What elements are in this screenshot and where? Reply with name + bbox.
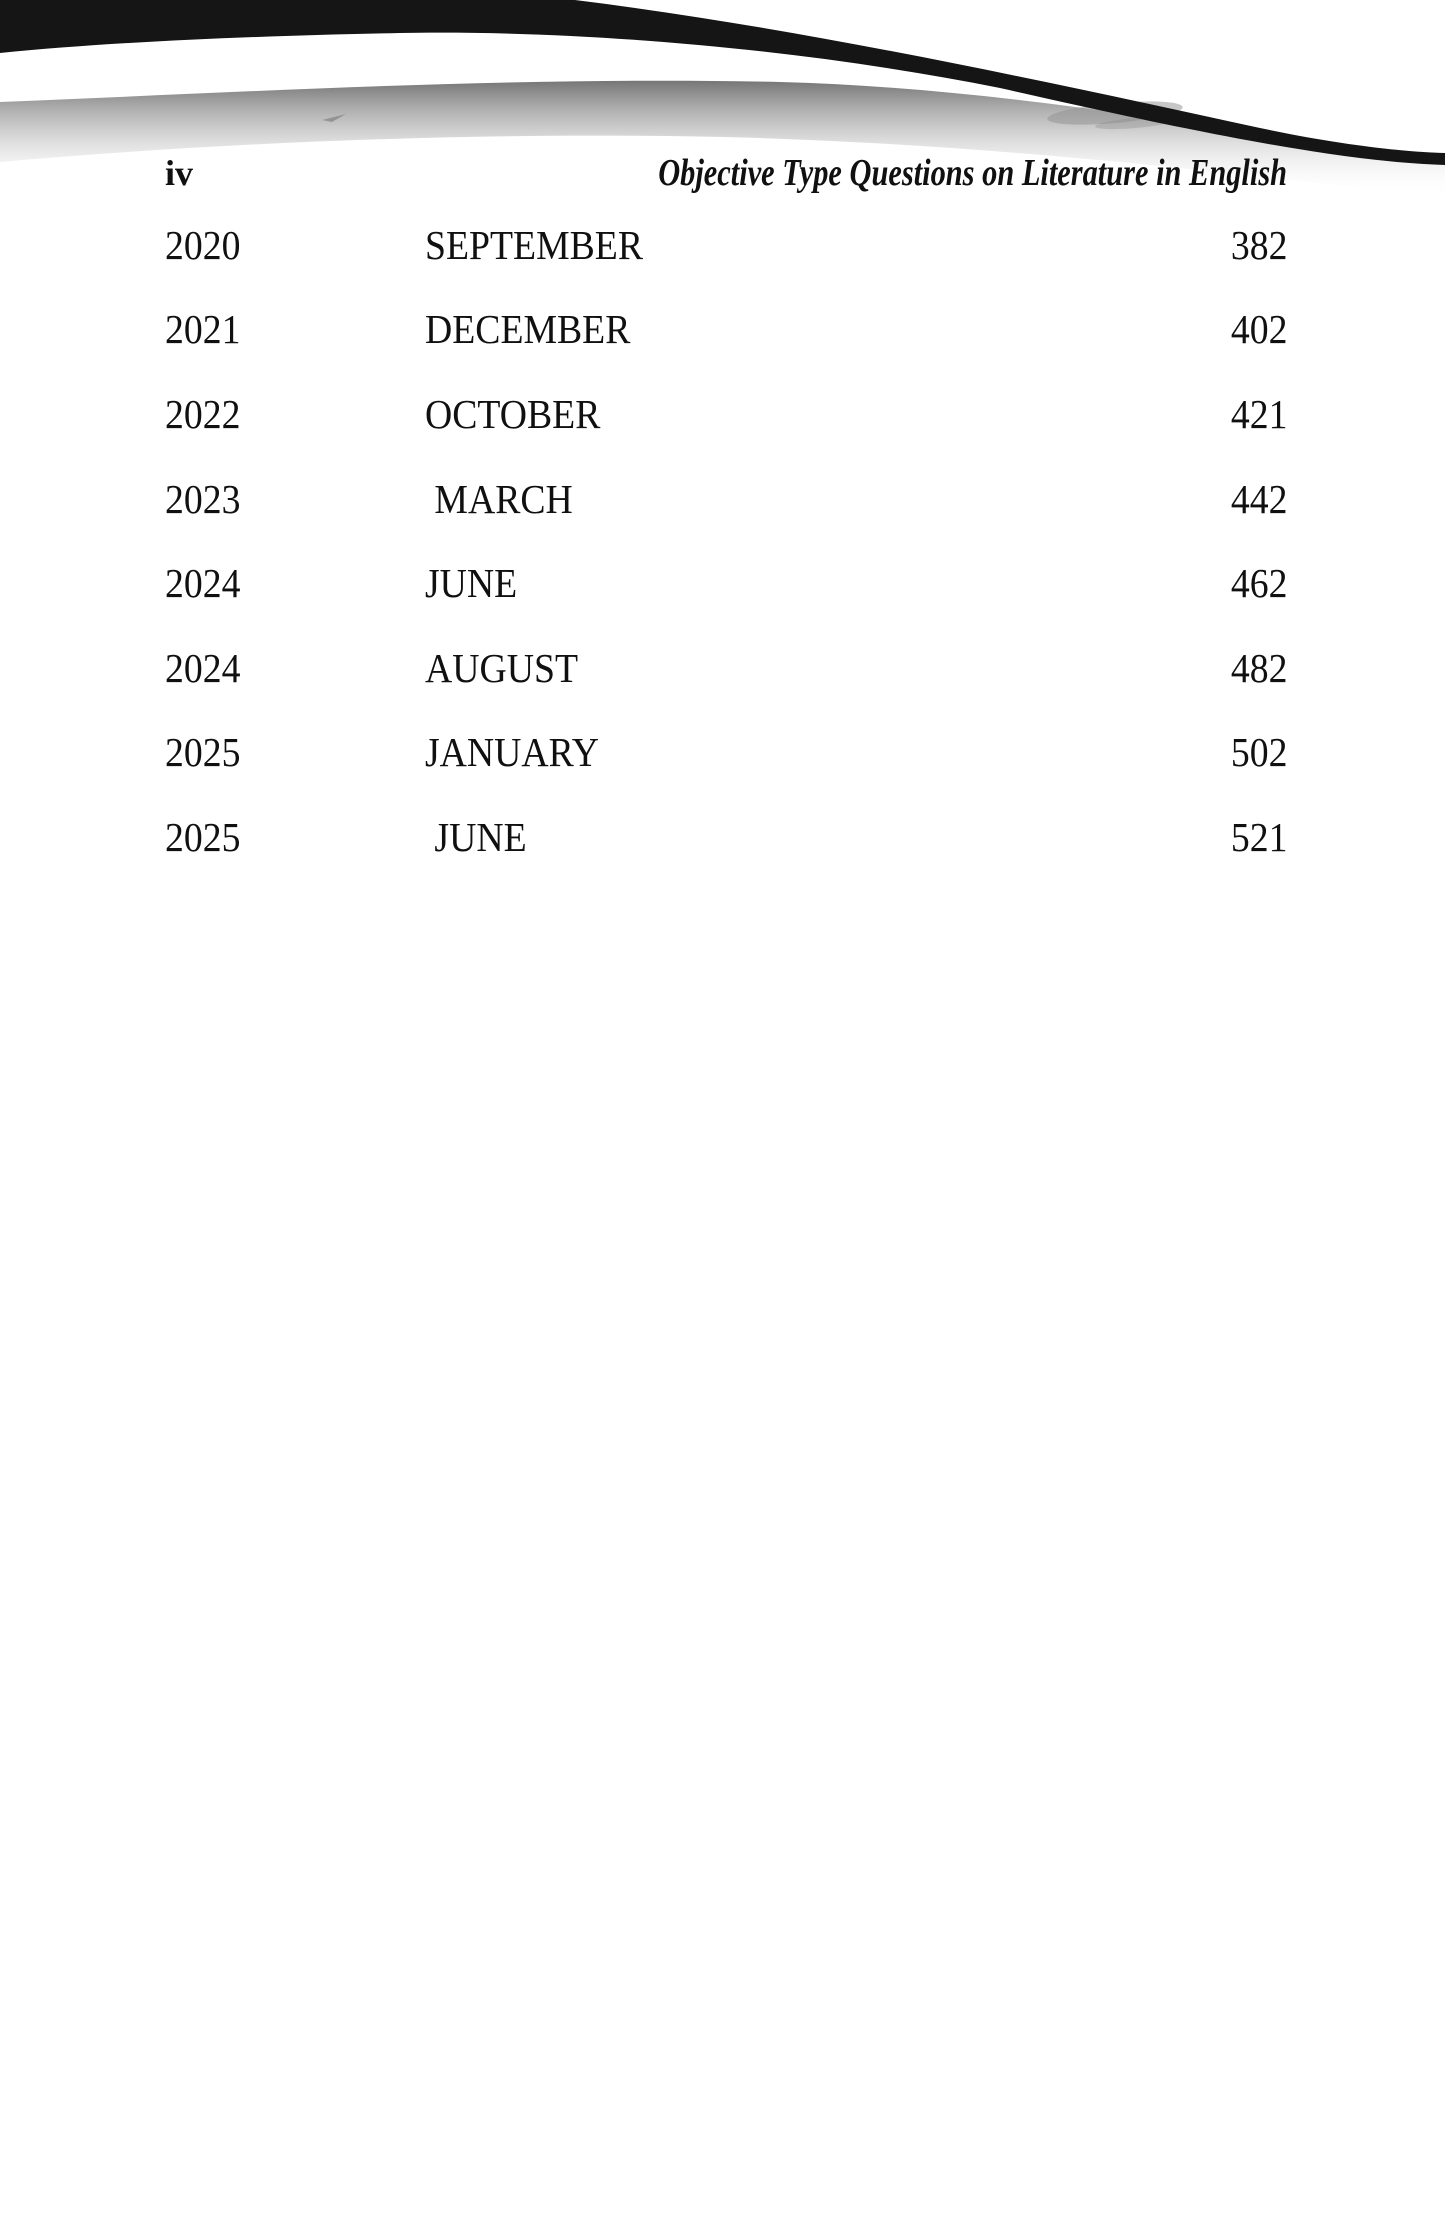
toc-page-number: 462 bbox=[1230, 560, 1287, 607]
toc-year: 2024 bbox=[165, 560, 241, 607]
toc-row bbox=[165, 711, 1287, 796]
toc-row bbox=[165, 795, 1287, 880]
toc-page-number: 502 bbox=[1230, 729, 1287, 776]
toc-row bbox=[165, 203, 1287, 288]
toc-page-number: 402 bbox=[1230, 306, 1287, 353]
toc-row bbox=[165, 457, 1287, 542]
toc-month: DECEMBER bbox=[425, 306, 631, 353]
toc-year: 2025 bbox=[165, 729, 241, 776]
toc-year: 2021 bbox=[165, 306, 241, 353]
toc-month: OCTOBER bbox=[425, 390, 601, 437]
toc-month: JANUARY bbox=[425, 729, 599, 776]
toc-row bbox=[165, 372, 1287, 457]
toc-month: AUGUST bbox=[425, 644, 578, 691]
toc-page-number: 421 bbox=[1230, 390, 1287, 437]
toc-year: 2024 bbox=[165, 644, 241, 691]
running-header bbox=[165, 154, 1287, 192]
toc-year: 2023 bbox=[165, 475, 241, 522]
toc-page-number: 382 bbox=[1230, 221, 1287, 268]
toc-row bbox=[165, 626, 1287, 711]
toc-year: 2025 bbox=[165, 813, 241, 860]
toc-month: MARCH bbox=[425, 475, 573, 522]
running-header-title: Objective Type Questions on Literature in English bbox=[658, 152, 1287, 194]
toc-year: 2020 bbox=[165, 221, 241, 268]
toc-page-number: 521 bbox=[1230, 813, 1287, 860]
toc-year: 2022 bbox=[165, 390, 241, 437]
toc-month: SEPTEMBER bbox=[425, 221, 643, 268]
page-number: iv bbox=[165, 153, 194, 193]
toc-month: JUNE bbox=[425, 560, 518, 607]
toc-month: JUNE bbox=[425, 813, 527, 860]
toc-row bbox=[165, 541, 1287, 626]
toc-row bbox=[165, 288, 1287, 373]
table-of-contents bbox=[165, 203, 1287, 880]
toc-page-number: 482 bbox=[1230, 644, 1287, 691]
toc-page-number: 442 bbox=[1230, 475, 1287, 522]
